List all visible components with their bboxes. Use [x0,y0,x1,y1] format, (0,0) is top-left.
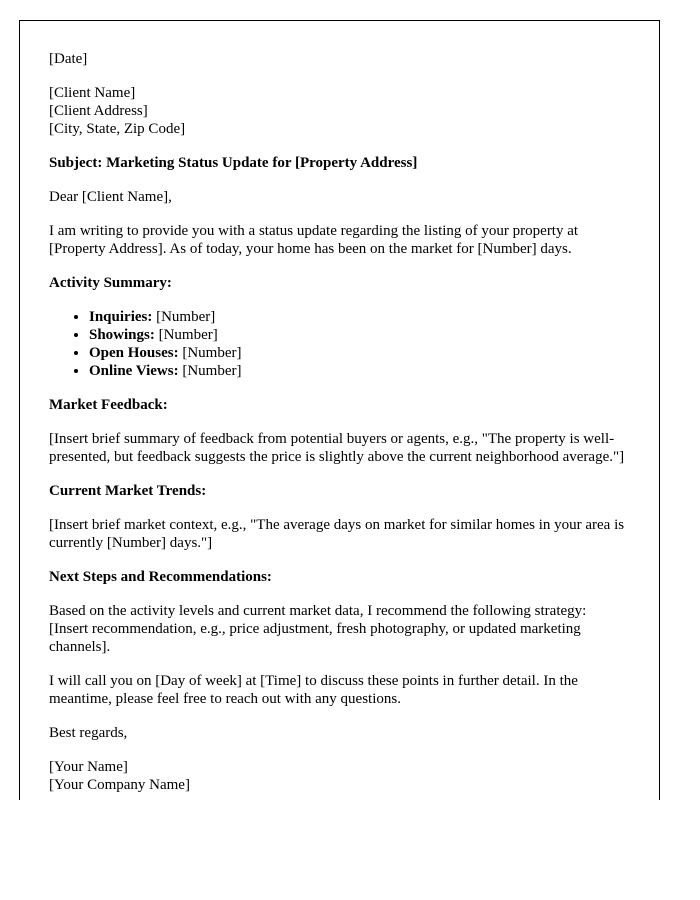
activity-value: [Number] [154,327,218,343]
market-trends-heading: Current Market Trends: [49,483,207,499]
next-steps-heading: Next Steps and Recommendations: [49,569,272,585]
market-feedback-heading: Market Feedback: [49,397,168,413]
recipient-address: [Client Address] [49,103,148,119]
recipient-name: [Client Name] [49,85,136,101]
next-steps-text: Based on the activity levels and current market data, I recommend the following strategy: [Insert recommendation, e.g., price adjustment, fresh photography, or updated marketing channels]. [49,603,587,655]
activity-summary-heading: Activity Summary: [49,275,172,291]
intro-paragraph: I am writing to provide you with a status update regarding the listing of your property at [Property Address]. As of today, your home has been on the market for [Number] days. [49,223,579,257]
recipient-city-state-zip: [City, State, Zip Code] [49,121,186,137]
closing-paragraph: I will call you on [Day of week] at [Time] to discuss these points in further detail. In the meantime, please feel free to reach out with any questions. [49,673,578,707]
activity-label: Online Views: [89,363,179,379]
letter-subject: Subject: Marketing Status Update for [Property Address] [49,155,418,171]
letter-body [20,21,659,794]
list-item [89,308,629,326]
letter-closing: Best regards, [49,725,128,741]
recipient-address-block [49,84,629,138]
list-item [89,362,629,380]
activity-value: [Number] [178,363,242,379]
letter-date: [Date] [49,51,88,67]
activity-value: [Number] [178,345,242,361]
letter-salutation: Dear [Client Name], [49,189,172,205]
market-trends-text: [Insert brief market context, e.g., "The average days on market for similar homes in your area is currently [Number] days."] [49,517,625,551]
sender-company: [Your Company Name] [49,777,190,793]
activity-label: Open Houses: [89,345,179,361]
signature-block [49,758,629,794]
list-item [89,344,629,362]
letter-page [19,20,660,800]
activity-label: Inquiries: [89,309,153,325]
activity-label: Showings: [89,327,155,343]
activity-value: [Number] [152,309,216,325]
list-item [89,326,629,344]
market-feedback-text: [Insert brief summary of feedback from potential buyers or agents, e.g., "The property is well-presented, but feedback suggests the price is slightly above the current neighborhood average."] [49,431,625,465]
sender-name: [Your Name] [49,759,128,775]
activity-summary-list [49,308,629,380]
